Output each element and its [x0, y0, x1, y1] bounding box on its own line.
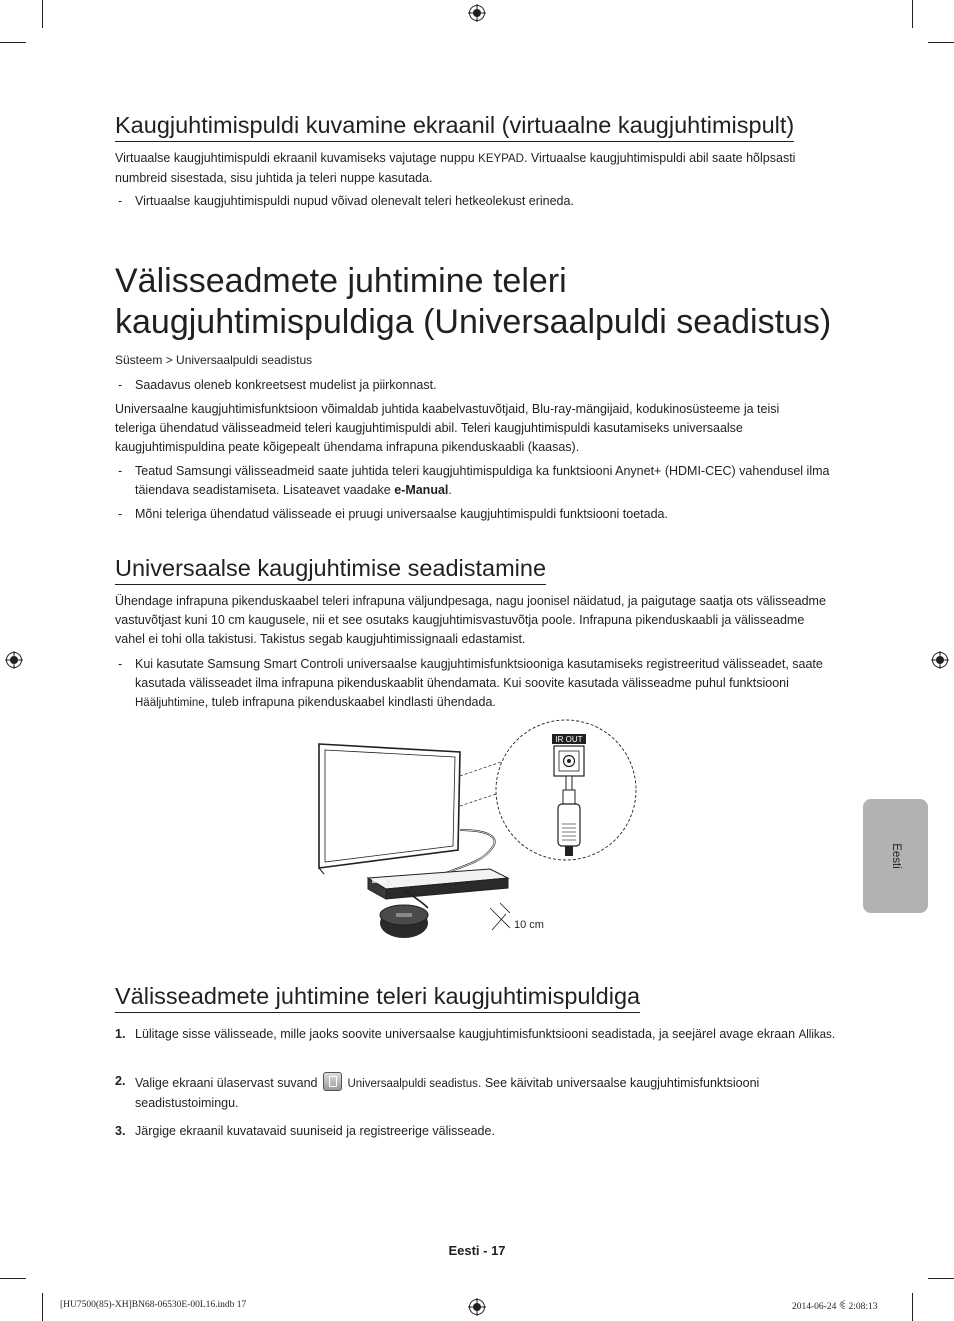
keypad-keyword: KEYPAD: [478, 153, 524, 165]
breadcrumb: Süsteem > Universaalpuldi seadistus: [115, 353, 313, 367]
crop-mark: [912, 1293, 913, 1321]
note-virtual-remote: - Virtuaalse kaugjuhtimispuldi nupud võivad olenevalt teleri hetkeolekust erineda.: [118, 194, 574, 208]
ir-emitter-icon: [380, 905, 428, 938]
registration-mark-icon: [468, 4, 486, 22]
section-title-setup: Universaalse kaugjuhtimise seadistamine: [115, 554, 546, 585]
page-number: Eesti - 17: [448, 1243, 506, 1258]
crop-mark: [928, 42, 954, 43]
tv-illustration: [319, 744, 460, 874]
print-slug-left: [HU7500(85)-XH]BN68-06530E-00L16.indb 17: [60, 1300, 247, 1310]
crop-mark: [42, 1293, 43, 1321]
step-item: 1. Lülitage sisse välisseade, mille jaoks soovite universaalse kaugjuhtimisfunktsiooni seadistada, ja seejärel avage ekraan Allikas.: [115, 1027, 836, 1041]
step-item: 3. Järgige ekraanil kuvatavaid suuniseid ja registreerige välisseade.: [115, 1124, 495, 1138]
section-title-virtual-remote: Kaugjuhtimispuldi kuvamine ekraanil (virtuaalne kaugjuhtimispult): [115, 111, 794, 142]
language-tab: Eesti: [863, 799, 928, 913]
universal-remote-setup-keyword: Universaalpuldi seadistus: [347, 1078, 478, 1090]
paragraph-virtual-remote: Virtuaalse kaugjuhtimispuldi ekraanil kuvamiseks vajutage nuppu KEYPAD. Virtuaalse kaugjuhtimispuldi abil saate hõlpsasti numbreid sisestada, sisu juhtida ja teleri nuppe kasutada.: [115, 151, 796, 186]
crop-mark: [928, 1278, 954, 1279]
ir-cable-connection-illustration: [300, 718, 645, 943]
step-item: 2. Valige ekraani ülaservast suvand Universaalpuldi seadistus. See käivitab universaalse kaugjuhtimisfunktsiooni seadistustoimingu.: [115, 1074, 760, 1111]
note-anynet: - Teatud Samsungi välisseadmeid saate juhtida teleri kaugjuhtimispuldiga ka funktsiooni Anynet+ (HDMI-CEC) vahendusel ilma täiendava seadistamiseta. Lisateavet vaadake e-Manual.: [118, 464, 830, 498]
crop-mark: [912, 0, 913, 28]
universal-remote-setup-icon: [323, 1072, 342, 1091]
paragraph-universal-remote: Universaalne kaugjuhtimisfunktsioon võimaldab juhtida kaabelvastuvõtjaid, Blu-ray-mängijaid, kodukinosüsteeme ja teisi teleriga ühendatud välisseadmeid teleri kaugjuhtimispuldi abil. Teleri kaugjuhtimispuldi kasutamiseks universaalse kaugjuhtimispuldina peate kõigepealt ühendama infrapuna pikenduskaabli (kaasas).: [115, 402, 780, 455]
crop-mark: [0, 1278, 26, 1279]
ir-out-label: IR OUT: [555, 735, 583, 744]
registration-mark-icon: [5, 651, 23, 669]
breadcrumb-system: Süsteem: [115, 353, 163, 367]
chapter-title-line2: kaugjuhtimispuldiga (Universaalpuldi seadistus): [115, 303, 832, 341]
note-availability: - Saadavus oleneb konkreetsest mudelist ja piirkonnast.: [118, 378, 437, 392]
e-manual-link[interactable]: e-Manual: [394, 483, 449, 498]
chapter-title-line1: Välisseadmete juhtimine teleri: [115, 262, 567, 300]
external-device-illustration: [368, 869, 508, 899]
crop-mark: [42, 0, 43, 28]
note-smart-control: - Kui kasutate Samsung Smart Controli universaalse kaugjuhtimisfunktsiooniga kasutamiseks registreeritud välisseadet, saate kasutada välisseadet ilma infrapuna pikenduskaablit ühendamata. Kui soovite kasutada välisseadme puhul funktsiooni Hääljuhtimine, tuleb infrapuna pikenduskaabel kindlasti ühendada.: [118, 657, 823, 710]
crop-mark: [0, 42, 26, 43]
breadcrumb-universal-remote: Universaalpuldi seadistus: [176, 353, 313, 367]
section-title-control: Välisseadmete juhtimine teleri kaugjuhtimispuldiga: [115, 982, 640, 1013]
voice-control-keyword: Hääljuhtimine: [135, 697, 205, 710]
note-unsupported: - Mõni teleriga ühendatud välisseade ei pruugi universaalse kaugjuhtimispuldi funktsiooni toetada.: [118, 507, 668, 521]
paragraph-setup: Ühendage infrapuna pikenduskaabel teleri infrapuna väljundpesaga, nagu joonisel näidatud, ja paigutage saatja ots välisseadme vastuvõtjast kuni 10 cm kaugusele, nii et see osutaks kaugjuhtimisvastuvõtja poole. Infrapuna pikenduskaabli ja välisseadme vahel ei tohi olla takistusi. Takistus segab kaugjuhtimissignaali edastamist.: [115, 594, 826, 647]
source-keyword: Allikas: [798, 1029, 832, 1041]
distance-label: 10 cm: [514, 919, 544, 931]
print-slug-right: 2014-06-24 ꊖ 2:08:13: [792, 1302, 878, 1312]
registration-mark-icon: [931, 651, 949, 669]
registration-mark-icon: [468, 1298, 486, 1316]
